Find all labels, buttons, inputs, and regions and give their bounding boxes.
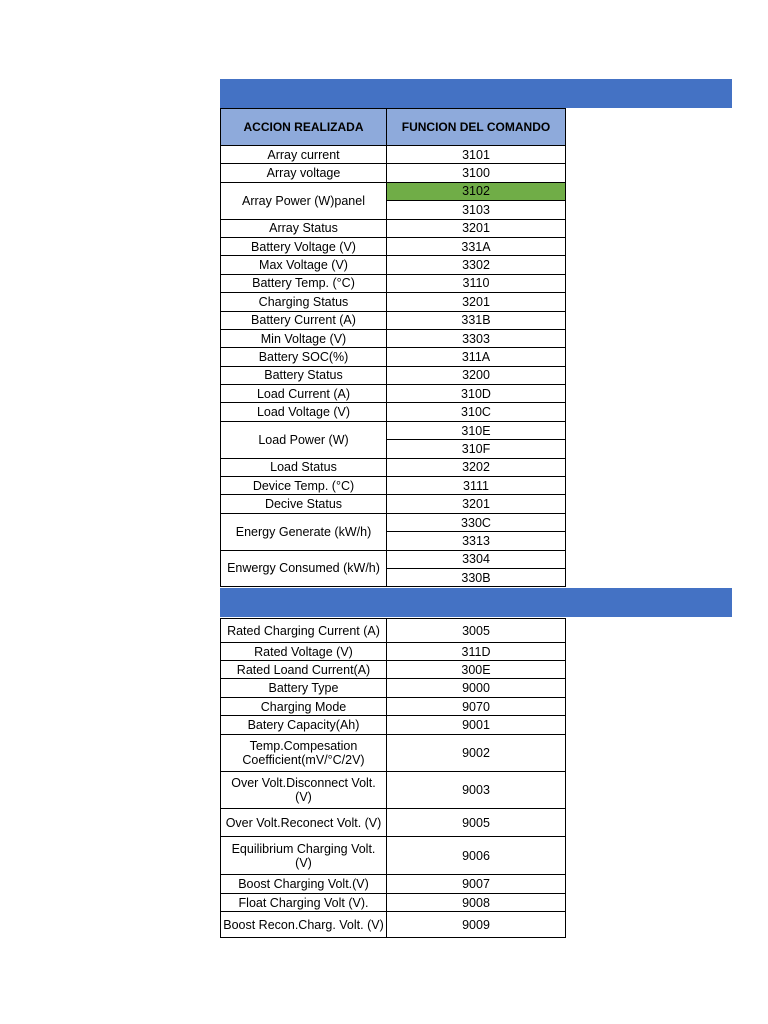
code-cell: 9002 (387, 735, 566, 772)
action-cell: Min Voltage (V) (221, 329, 387, 347)
code-cell: 9009 (387, 912, 566, 938)
table-row (221, 661, 566, 679)
code-cell: 3110 (387, 274, 566, 292)
header-accion-realizada: ACCION REALIZADA (221, 109, 387, 146)
code-cell: 3313 (387, 532, 566, 550)
code-cell: 3200 (387, 366, 566, 384)
action-cell: Boost Recon.Charg. Volt. (V) (221, 912, 387, 938)
table-row (221, 619, 566, 643)
code-cell: 3202 (387, 458, 566, 476)
action-cell: Battery Current (A) (221, 311, 387, 329)
table-row (221, 403, 566, 421)
table-row (221, 912, 566, 938)
table-row (221, 458, 566, 476)
table-row (221, 875, 566, 894)
section-header-band-1 (220, 79, 732, 108)
code-cell: 3103 (387, 201, 566, 219)
action-cell: Battery Temp. (°C) (221, 274, 387, 292)
table-row (221, 513, 566, 531)
code-cell: 311A (387, 348, 566, 366)
code-cell: 9001 (387, 716, 566, 735)
code-cell: 3101 (387, 146, 566, 164)
table-row (221, 366, 566, 384)
code-cell: 3102 (387, 182, 566, 200)
table-row (221, 385, 566, 403)
table-row (221, 164, 566, 182)
action-cell: Array Power (W)panel (221, 182, 387, 219)
code-cell: 310E (387, 421, 566, 439)
action-cell: Array Status (221, 219, 387, 237)
code-cell: 310D (387, 385, 566, 403)
action-cell: Enwergy Consumed (kW/h) (221, 550, 387, 587)
action-cell: Rated Loand Current(A) (221, 661, 387, 679)
action-cell: Boost Charging Volt.(V) (221, 875, 387, 894)
code-cell: 9003 (387, 772, 566, 809)
table-row (221, 679, 566, 698)
table-row (221, 219, 566, 237)
table-row (221, 772, 566, 809)
action-cell: Load Power (W) (221, 421, 387, 458)
action-cell: Energy Generate (kW/h) (221, 513, 387, 550)
code-cell: 9008 (387, 894, 566, 912)
action-cell: Charging Status (221, 293, 387, 311)
table-row (221, 894, 566, 912)
code-cell: 330C (387, 513, 566, 531)
code-cell: 300E (387, 661, 566, 679)
code-cell: 331B (387, 311, 566, 329)
action-cell: Array voltage (221, 164, 387, 182)
action-cell: Device Temp. (°C) (221, 477, 387, 495)
table-row (221, 643, 566, 661)
code-cell: 3302 (387, 256, 566, 274)
code-cell: 9070 (387, 698, 566, 716)
code-cell: 310C (387, 403, 566, 421)
table-row (221, 735, 566, 772)
code-cell: 9007 (387, 875, 566, 894)
action-cell: Temp.Compesation Coefficient(mV/°C/2V) (221, 735, 387, 772)
table-row (221, 311, 566, 329)
action-cell: Load Voltage (V) (221, 403, 387, 421)
header-funcion-del-comando: FUNCION DEL COMANDO (387, 109, 566, 146)
action-cell: Equilibrium Charging Volt. (V) (221, 837, 387, 875)
action-cell: Decive Status (221, 495, 387, 513)
table-row (221, 716, 566, 735)
code-cell: 3201 (387, 495, 566, 513)
code-cell: 9000 (387, 679, 566, 698)
table-row (221, 698, 566, 716)
command-table-settings (220, 618, 566, 938)
action-cell: Float Charging Volt (V). (221, 894, 387, 912)
table-row (221, 477, 566, 495)
code-cell: 3304 (387, 550, 566, 568)
code-cell: 3201 (387, 293, 566, 311)
table-row (221, 293, 566, 311)
code-cell: 3111 (387, 477, 566, 495)
action-cell: Max Voltage (V) (221, 256, 387, 274)
command-table-realtime (220, 108, 566, 587)
action-cell: Rated Charging Current (A) (221, 619, 387, 643)
table-row (221, 809, 566, 837)
table-row (221, 146, 566, 164)
section-header-band-2 (220, 588, 732, 617)
table-row (221, 274, 566, 292)
action-cell: Battery Voltage (V) (221, 237, 387, 255)
table-row (221, 182, 566, 200)
action-cell: Array current (221, 146, 387, 164)
action-cell: Over Volt.Reconect Volt. (V) (221, 809, 387, 837)
code-cell: 310F (387, 440, 566, 458)
code-cell: 3100 (387, 164, 566, 182)
table-row (221, 421, 566, 439)
action-cell: Battery SOC(%) (221, 348, 387, 366)
table-row (221, 256, 566, 274)
code-cell: 330B (387, 568, 566, 586)
action-cell: Battery Type (221, 679, 387, 698)
table-row (221, 237, 566, 255)
table-row (221, 837, 566, 875)
table-header-row (221, 109, 566, 146)
code-cell: 3201 (387, 219, 566, 237)
action-cell: Load Status (221, 458, 387, 476)
table-row (221, 550, 566, 568)
code-cell: 3005 (387, 619, 566, 643)
table-row (221, 495, 566, 513)
code-cell: 311D (387, 643, 566, 661)
code-cell: 9006 (387, 837, 566, 875)
code-cell: 3303 (387, 329, 566, 347)
code-cell: 9005 (387, 809, 566, 837)
action-cell: Load Current (A) (221, 385, 387, 403)
table-row (221, 329, 566, 347)
action-cell: Rated Voltage (V) (221, 643, 387, 661)
action-cell: Over Volt.Disconnect Volt. (V) (221, 772, 387, 809)
action-cell: Battery Status (221, 366, 387, 384)
action-cell: Charging Mode (221, 698, 387, 716)
code-cell: 331A (387, 237, 566, 255)
table-row (221, 348, 566, 366)
action-cell: Batery Capacity(Ah) (221, 716, 387, 735)
